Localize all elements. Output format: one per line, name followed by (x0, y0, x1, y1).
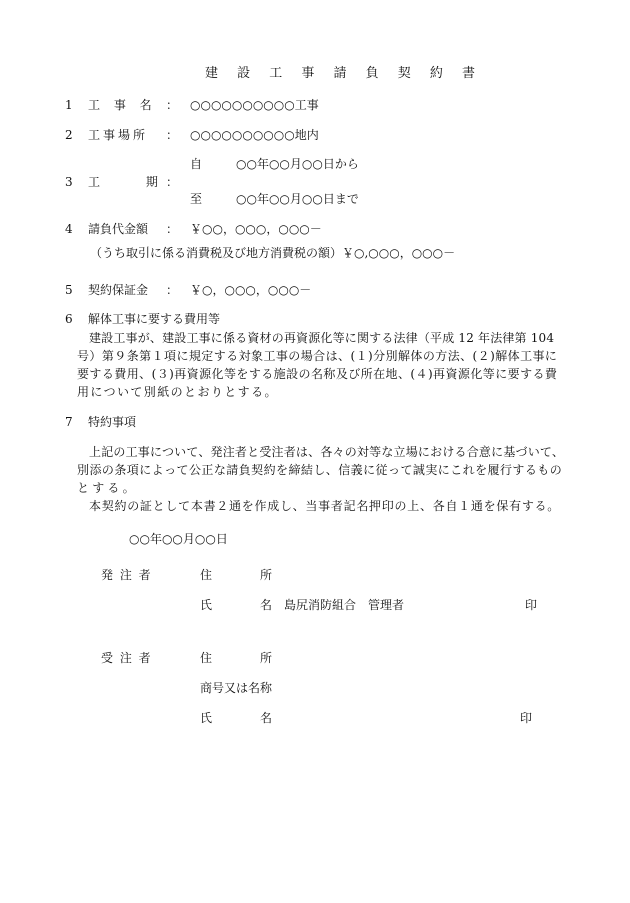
item-1-colon: ： (166, 98, 179, 112)
body-text-line: 別添の条項によって公正な請負契約を締結し、信義に従って誠実にこれを履行するもの (77, 463, 563, 477)
item-3-number: 3 (65, 175, 73, 189)
body-text-line: とする。 (77, 481, 138, 495)
contractor-trade-name-label: 商号又は名称 (200, 681, 273, 695)
site-value: ○○○○○○○○○○地内 (190, 128, 319, 142)
item-4-label: 請負代金額 (88, 222, 149, 236)
item-1-label: 工 事 名 (88, 98, 152, 112)
period-from-value: ○○年○○月○○日から (236, 157, 359, 171)
orderer-seal-mark: 印 (525, 598, 538, 612)
guarantee-value: ￥○，○○○，○○○－ (190, 283, 312, 297)
construction-name-value: ○○○○○○○○○○工事 (190, 98, 319, 112)
contract-amount-value: ￥○○，○○○，○○○－ (190, 222, 322, 236)
item-1-number: 1 (65, 98, 73, 112)
item-6-number: 6 (65, 312, 73, 326)
demolition-text-line: 要する費用、(３)再資源化等をする施設の名称及び所在地、(４)再資源化等に要する費 (77, 367, 558, 381)
period-from-label: 自 (190, 157, 203, 171)
period-to-value: ○○年○○月○○日まで (236, 192, 359, 206)
contractor-name-label-2: 名 (260, 711, 273, 725)
item-2-label: 工事場所 (88, 128, 149, 142)
item-7-label: 特約事項 (88, 415, 137, 429)
demolition-text-line: 用について別紙のとおりとする。 (77, 385, 278, 399)
demolition-text-line: 建設工事が、建設工事に係る資材の再資源化等に関する法律（平成 12 年法律第 104 (89, 331, 555, 345)
orderer-address-label-1: 住 (200, 568, 213, 582)
contractor-role: 受 注 者 (101, 651, 151, 665)
item-7-number: 7 (65, 415, 73, 429)
contractor-name-label-1: 氏 (200, 711, 213, 725)
orderer-name-label-1: 氏 (200, 598, 213, 612)
item-5-colon: ： (166, 283, 179, 297)
contractor-address-label-2: 所 (260, 651, 273, 665)
orderer-name-value: 島尻消防組合 管理者 (284, 598, 405, 612)
document-title: 建 設 工 事 請 負 契 約 書 (205, 66, 483, 81)
item-4-colon: ： (166, 222, 179, 236)
body-text-line: 本契約の証として本書２通を作成し、当事者記名押印の上、各自１通を保有する。 (89, 499, 561, 513)
demolition-text-line: 号）第９条第１項に規定する対象工事の場合は、(１)分別解体の方法、(２)解体工事に (77, 349, 558, 363)
item-5-label: 契約保証金 (88, 283, 149, 297)
item-3-colon: ： (166, 175, 179, 189)
tax-amount-note: （うち取引に係る消費税及び地方消費税の額）￥○,○○○，○○○－ (90, 246, 456, 260)
contract-date: ○○年○○月○○日 (129, 532, 228, 546)
orderer-role: 発 注 者 (101, 568, 151, 582)
item-2-colon: ： (166, 128, 179, 142)
contractor-address-label-1: 住 (200, 651, 213, 665)
body-text-line: 上記の工事について、発注者と受注者は、各々の対等な立場における合意に基づいて、 (89, 445, 565, 459)
item-6-label: 解体工事に要する費用等 (88, 312, 221, 326)
period-to-label: 至 (190, 192, 203, 206)
item-2-number: 2 (65, 128, 73, 142)
item-5-number: 5 (65, 283, 73, 297)
item-4-number: 4 (65, 222, 73, 236)
orderer-address-label-2: 所 (260, 568, 273, 582)
orderer-name-label-2: 名 (260, 598, 273, 612)
item-3-label: 工 期 (88, 175, 158, 189)
contractor-seal-mark: 印 (520, 711, 533, 725)
